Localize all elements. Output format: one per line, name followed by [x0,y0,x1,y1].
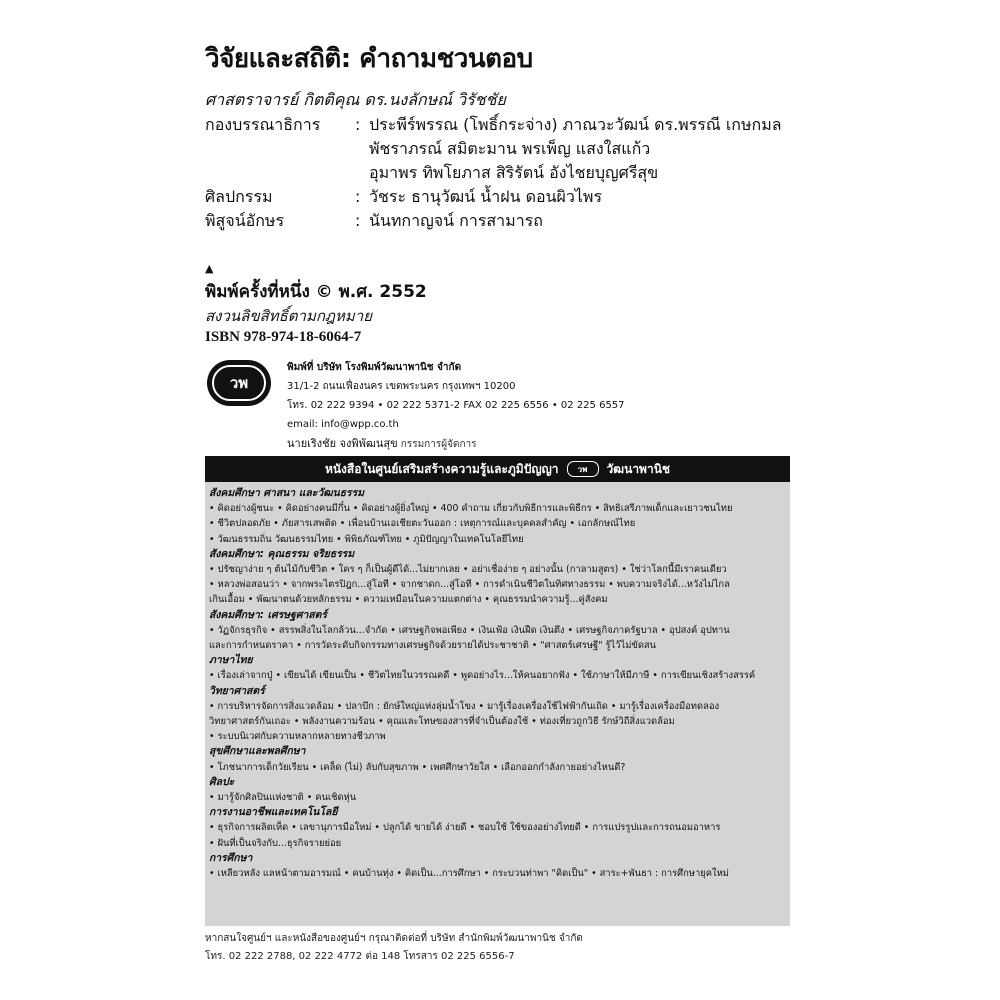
category-heading: ภาษาไทย [209,654,253,667]
credit-names [369,113,782,185]
book-line: • โภชนาการเด็กวัยเรียน • เคล็ด (ไม่) ลับกับสุขภาพ • เพศศึกษาวัยใส • เลือกออกกำลังกายอย่างไหนดี? [209,761,626,773]
book-line: • เหลียวหลัง แลหน้าตามอารมณ์ • คนบ้านทุ่ง • คิดเป็น...การศึกษา • กระบวนท่าพา "คิดเป็น" • สาระ+พันธา : การศึกษายุคใหม่ [209,868,729,880]
printer-address: 31/1-2 ถนนเฟื่องนคร เขตพระนคร กรุงเทพฯ 10200 [287,381,516,392]
book-line: เกินเอื้อม • พัฒนาตนด้วยหลักธรรม • ความเหมือนในความแตกต่าง • คุณธรรมนำความรู้...คู่สังคม [209,594,608,606]
category-heading: สังคมศึกษา ศาสนา และวัฒนธรรม [209,487,365,499]
credit-colon: : [355,187,361,206]
contact-footer [205,930,583,966]
credit-label: ศิลปกรรม [205,187,273,206]
credit-name-line: วัชระ ธานุวัฒน์ น้ำฝน ดอนผิวไพร [369,187,603,206]
box-header-brand: วัฒนาพานิช [606,461,671,476]
credit-name-line: อุมาพร ทิพโยภาส สิริรัตน์ อังไชยบุญศรีสุข [369,163,659,182]
book-line: • เรื่องเล่าจากปู่ • เขียนได้ เขียนเป็น • ชีวิตไทยในวรรณคดี • พูดอย่างไร...ให้คนอยากฟัง • ใช้ภาษาให้มีภาษี • การเขียนเชิงสร้างสรรค์ [209,670,756,682]
footer-line: โทร. 02 222 2788, 02 222 4772 ต่อ 148 โทรสาร 02 225 6556-7 [205,951,515,962]
book-line: • ธุรกิจการผลิตเห็ด • เลขานุการมือใหม่ • ปลูกได้ ขายได้ ง่ายดี • ชอบใช้ ใช้ของอย่างไทยดี • การแปรรูปและการถนอมอาหาร [209,822,721,834]
box-header [205,456,790,482]
credit-name-line: นันทกาญจน์ การสามารถ [369,211,543,230]
printer-email: email: info@wpp.co.th [287,419,399,430]
book-list-box [205,456,790,926]
category-heading: สุขศึกษาและพลศึกษา [209,745,306,758]
manager-role: กรรมการผู้จัดการ [400,439,477,450]
category-heading: ศิลปะ [209,775,235,788]
rights-line: สงวนลิขสิทธิ์ตามกฎหมาย [205,307,372,325]
book-line: • ปรัชญาง่าย ๆ ต้นไม้กับชีวิต • ใคร ๆ ก็เป็นผู้ดีได้...ไม่ยากเลย • อย่าเชื่อง่าย ๆ อย่างนั้น (กาลามสูตร) • ใช่ว่าโลกนี้มีเราคนเดียว [209,564,727,576]
book-line: • ระบบนิเวศกับความหลากหลายทางชีวภาพ [209,731,386,743]
logo-text: วพ [212,365,266,401]
printer-phones: โทร. 02 222 9394 • 02 222 5371-2 FAX 02 225 6556 • 02 225 6557 [287,400,625,411]
credit-colon: : [355,115,361,134]
credit-row-proofreading [205,209,782,233]
box-header-text: หนังสือในศูนย์เสริมสร้างความรู้และภูมิปัญญา [324,461,559,476]
printer-manager [287,434,625,454]
category-heading: สังคมศึกษา: เศรษฐศาสตร์ [209,608,327,621]
box-body [205,482,790,881]
book-line: • วัฏจักรธุรกิจ • สรรพสิ่งในโลกล้วน...จำกัด • เศรษฐกิจพอเพียง • เงินเฟ้อ เงินฝืด เงินตึง • เศรษฐกิจภาครัฐบาล • อุปสงค์ อุปทาน [209,624,730,636]
book-line: • คิดอย่างผู้ชนะ • คิดอย่างคนมีกึ๋น • คิดอย่างผู้ยิ่งใหญ่ • 400 คำถาม เกี่ยวกับพิธีการและพิธีกร • สิทธิเสรีภาพเด็กและเยาวชนไทย [209,503,733,515]
category-heading: การศึกษา [209,851,253,864]
book-title: วิจัยและสถิติ: คำถามชวนตอบ [205,44,533,74]
book-line: • หลวงพ่อสอนว่า • จากพระไตรปิฎก...สู่โอที • จากชาดก...สู่โอที • การดำเนินชีวิตในทิศทางธรรม • พบความจริงได้...หวังไม่ไกล [209,579,730,591]
credits-block [205,113,782,233]
small-logo-icon: วพ [567,461,599,477]
book-line: • ชีวิตปลอดภัย • ภัยสารเสพติด • เพื่อนบ้านเอเชียตะวันออก : เหตุการณ์และบุคคลสำคัญ • เอกลักษณ์ไทย [209,518,636,530]
printer-name: พิมพ์ที่ บริษัท โรงพิมพ์วัฒนาพานิช จำกัด [287,362,462,373]
book-line: • การบริหารจัดการสิ่งแวดล้อม • ปลาบึก : ยักษ์ใหญ่แห่งลุ่มน้ำโขง • มารู้เรื่องเครื่องใช้ไฟฟ้ากันเถิด • มารู้เรื่องเครื่องมือทดลอง [209,700,720,712]
book-line: • มารู้จักศิลปินแห่งชาติ • คนเชิดหุ่น [209,792,357,804]
edition-line: พิมพ์ครั้งที่หนึ่ง © พ.ศ. 2552 [205,282,427,302]
category-heading: วิทยาศาสตร์ [209,684,265,697]
book-line: • วัฒนธรรมถิ่น วัฒนธรรมไทย • พิพิธภัณฑ์ไทย • ภูมิปัญญาในเทคโนโลยีไทย [209,533,524,545]
credit-colon: : [355,211,361,230]
credit-label: กองบรรณาธิการ [205,115,321,134]
book-line: • ฝันที่เป็นจริงกับ...ธุรกิจรายย่อย [209,837,342,849]
credit-name-line: ประพีร์พรรณ (โพธิ์กระจ่าง) ภาณวะวัฒน์ ดร.พรรณี เกษกมล [369,115,782,134]
footer-line: หากสนใจศูนย์ฯ และหนังสือของศูนย์ฯ กรุณาติดต่อที่ บริษัท สำนักพิมพ์วัฒนาพานิช จำกัด [205,933,583,944]
book-line: วิทยาศาสตร์กันเถอะ • พลังงานความร้อน • คุณและโทษของสารที่จำเป็นต้องใช้ • ท่องเที่ยวถูกวิธี รักษ์วิถีสิ่งแวดล้อม [209,716,675,728]
credit-names [369,185,602,209]
manager-name: นายเริงชัย จงพิพัฒนสุข [287,437,398,450]
printer-info [287,358,625,454]
category-heading: สังคมศึกษา: คุณธรรม จริยธรรม [209,547,355,560]
isbn-line: ISBN 978-974-18-6064-7 [205,329,362,345]
credit-row-art [205,185,782,209]
triangle-icon: ▲ [205,262,214,275]
publisher-logo-icon [207,360,271,406]
book-line: และการกำหนดราคา • การวัดระดับกิจกรรมทางเศรษฐกิจด้วยรายได้ประชาชาติ • "ศาสตร์เศรษฐี" รู้ไว้ไม่ขัดสน [209,640,657,652]
credit-row-editorial [205,113,782,185]
author-name: ศาสตราจารย์ กิตติคุณ ดร.นงลักษณ์ วิรัชชัย [205,90,506,109]
credit-label: พิสูจน์อักษร [205,211,285,230]
credit-names [369,209,543,233]
category-heading: การงานอาชีพและเทคโนโลยี [209,806,338,819]
credit-name-line: พัชราภรณ์ สมิตะมาน พรเพ็ญ แสงใสแก้ว [369,139,651,158]
